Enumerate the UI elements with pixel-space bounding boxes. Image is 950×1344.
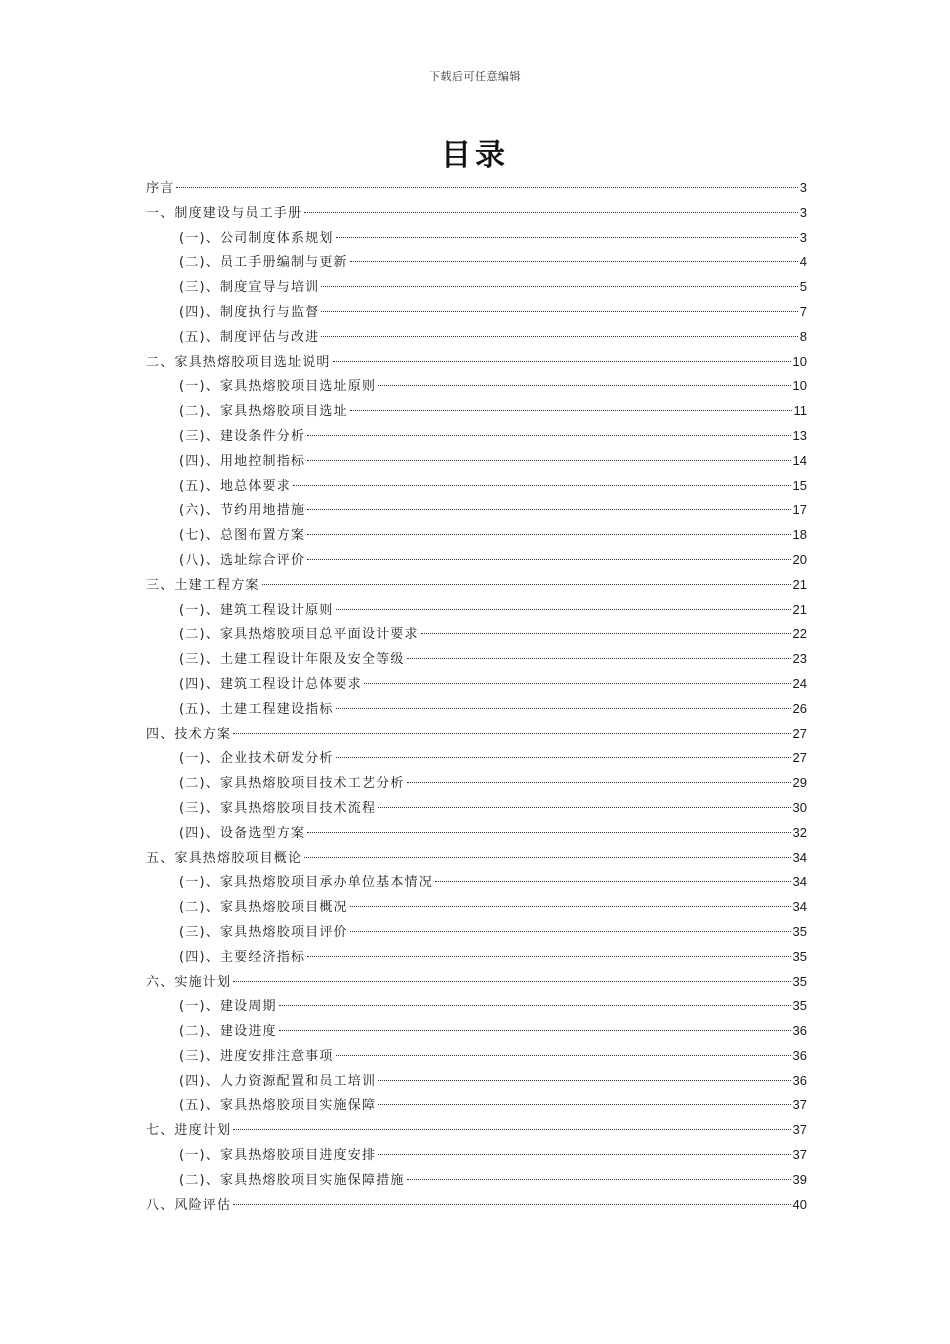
toc-entry-label: (五)、地总体要求 <box>179 478 291 494</box>
dot-leader <box>350 410 792 411</box>
dot-leader <box>233 1129 790 1130</box>
toc-entry-label: (五)、制度评估与改进 <box>179 329 320 345</box>
toc-entry-page-number: 3 <box>799 180 807 195</box>
toc-entry-label: (六)、节约用地措施 <box>179 503 306 519</box>
toc-entry-page-number: 8 <box>799 328 807 344</box>
toc-entry[interactable] <box>146 722 807 747</box>
toc-entry[interactable] <box>146 1019 807 1044</box>
toc-entry-label: 七、进度计划 <box>146 1123 232 1139</box>
toc-entry-page-number: 4 <box>799 254 807 270</box>
dot-leader <box>336 1055 791 1056</box>
toc-entry-page-number: 20 <box>792 551 807 567</box>
toc-entry-label: (一)、企业技术研发分析 <box>179 751 334 767</box>
toc-entry-page-number: 10 <box>792 378 807 394</box>
toc-entry-page-number: 21 <box>792 601 807 617</box>
toc-entry-page-number: 34 <box>792 899 807 915</box>
toc-entry-label: (四)、用地控制指标 <box>179 453 306 469</box>
toc-entry[interactable] <box>146 746 807 771</box>
dot-leader <box>378 1104 790 1105</box>
dot-leader <box>364 683 791 684</box>
toc-entry-label: (四)、设备选型方案 <box>179 825 306 841</box>
toc-entry[interactable] <box>146 325 807 350</box>
toc-entry-page-number: 35 <box>792 998 807 1014</box>
toc-entry-label: (三)、土建工程设计年限及安全等级 <box>179 652 405 668</box>
toc-entry[interactable] <box>146 920 807 945</box>
dot-leader <box>435 881 791 882</box>
dot-leader <box>233 733 790 734</box>
toc-entry-label: 八、风险评估 <box>146 1197 232 1213</box>
toc-entry-label: (三)、进度安排注意事项 <box>179 1048 334 1064</box>
dot-leader <box>293 485 791 486</box>
toc-entry[interactable] <box>146 1168 807 1193</box>
toc-entry-page-number: 36 <box>792 1047 807 1063</box>
toc-entry[interactable] <box>146 895 807 920</box>
toc-entry-label: (二)、家具热熔胶项目技术工艺分析 <box>179 776 405 792</box>
dot-leader <box>279 1030 791 1031</box>
dot-leader <box>378 1154 790 1155</box>
toc-entry-page-number: 37 <box>792 1097 807 1113</box>
toc-entry[interactable] <box>146 1118 807 1143</box>
toc-entry[interactable] <box>146 870 807 895</box>
dot-leader <box>176 187 797 188</box>
toc-entry-page-number: 37 <box>792 1147 807 1163</box>
toc-entry-label: (一)、建筑工程设计原则 <box>179 602 334 618</box>
toc-entry[interactable] <box>146 226 807 251</box>
toc-entry-page-number: 14 <box>792 452 807 468</box>
toc-entry[interactable] <box>146 350 807 375</box>
toc-entry[interactable] <box>146 846 807 871</box>
toc-entry-label: (一)、家具热熔胶项目承办单位基本情况 <box>179 875 433 891</box>
toc-entry[interactable] <box>146 449 807 474</box>
toc-entry[interactable] <box>146 970 807 995</box>
dot-leader <box>407 1179 791 1180</box>
toc-entry-label: 五、家具热熔胶项目概论 <box>146 850 303 866</box>
toc-entry-page-number: 18 <box>792 527 807 543</box>
dot-leader <box>321 336 797 337</box>
toc-entry-page-number: 32 <box>792 824 807 840</box>
toc-entry-page-number: 13 <box>792 427 807 443</box>
dot-leader <box>333 361 791 362</box>
toc-entry[interactable] <box>146 523 807 548</box>
toc-entry-page-number: 22 <box>792 626 807 642</box>
toc-entry[interactable] <box>146 598 807 623</box>
toc-entry-label: (四)、人力资源配置和员工培训 <box>179 1073 377 1089</box>
dot-leader <box>321 311 797 312</box>
toc-entry[interactable] <box>146 672 807 697</box>
dot-leader <box>378 1080 790 1081</box>
dot-leader <box>307 559 790 560</box>
dot-leader <box>336 237 798 238</box>
dot-leader <box>336 609 791 610</box>
toc-entry-label: 六、实施计划 <box>146 974 232 990</box>
dot-leader <box>407 658 791 659</box>
toc-entry[interactable] <box>146 275 807 300</box>
dot-leader <box>307 956 790 957</box>
toc-entry-page-number: 7 <box>799 303 807 319</box>
toc-entry-label: (三)、建设条件分析 <box>179 428 306 444</box>
toc-entry-label: (二)、建设进度 <box>179 1024 277 1040</box>
dot-leader <box>336 757 791 758</box>
toc-entry[interactable] <box>146 1193 807 1218</box>
toc-entry-page-number: 40 <box>792 1196 807 1212</box>
toc-entry[interactable] <box>146 945 807 970</box>
toc-entry[interactable] <box>146 424 807 449</box>
toc-entry-label: (五)、土建工程建设指标 <box>179 701 334 717</box>
page-title: 目录 <box>441 138 509 173</box>
toc-entry-label: (二)、家具热熔胶项目实施保障措施 <box>179 1172 405 1188</box>
toc-entry-page-number: 26 <box>792 700 807 716</box>
dot-leader <box>304 857 790 858</box>
toc-entry-page-number: 3 <box>799 229 807 245</box>
toc-entry-label: (一)、建设周期 <box>179 999 277 1015</box>
toc-entry-label: 一、制度建设与员工手册 <box>146 205 303 221</box>
toc-entry[interactable] <box>146 622 807 647</box>
toc-entry-page-number: 39 <box>792 1171 807 1187</box>
toc-entry-label: (七)、总图布置方案 <box>179 528 306 544</box>
toc-entry-page-number: 23 <box>792 651 807 667</box>
toc-entry-page-number: 15 <box>792 477 807 493</box>
dot-leader <box>307 534 790 535</box>
dot-leader <box>307 460 790 461</box>
toc-entry-page-number: 30 <box>792 799 807 815</box>
toc-entry-label: (四)、主要经济指标 <box>179 949 306 965</box>
toc-entry-label: (一)、家具热熔胶项目进度安排 <box>179 1148 377 1164</box>
toc-entry[interactable] <box>146 374 807 399</box>
toc-entry-page-number: 35 <box>792 948 807 964</box>
dot-leader <box>279 1005 791 1006</box>
toc-entry-page-number: 35 <box>792 973 807 989</box>
toc-entry[interactable] <box>146 1143 807 1168</box>
dot-leader <box>407 782 791 783</box>
toc-entry-label: (四)、制度执行与监督 <box>179 304 320 320</box>
toc-entry-page-number: 21 <box>792 576 807 592</box>
toc-entry[interactable] <box>146 250 807 275</box>
toc-entry-label: 二、家具热熔胶项目选址说明 <box>146 354 331 370</box>
toc-entry[interactable] <box>146 1093 807 1118</box>
toc-entry[interactable] <box>146 474 807 499</box>
toc-entry-page-number: 24 <box>792 675 807 691</box>
toc-entry-label: (二)、员工手册编制与更新 <box>179 255 348 271</box>
dot-leader <box>321 286 797 287</box>
toc-entry-label: (二)、家具热熔胶项目概况 <box>179 900 348 916</box>
dot-leader <box>262 584 791 585</box>
toc-entry[interactable] <box>146 176 807 201</box>
toc-entry-label: (二)、家具热熔胶项目选址 <box>179 404 348 420</box>
toc-entry-page-number: 3 <box>799 204 807 220</box>
toc-entry-label: (二)、家具热熔胶项目总平面设计要求 <box>179 627 419 643</box>
toc-entry[interactable] <box>146 1044 807 1069</box>
toc-entry-page-number: 34 <box>792 849 807 865</box>
dot-leader <box>307 832 790 833</box>
toc-entry-label: 序言 <box>146 181 175 196</box>
toc-entry[interactable] <box>146 201 807 226</box>
toc-entry-label: 三、土建工程方案 <box>146 577 260 593</box>
toc-entry-page-number: 27 <box>792 750 807 766</box>
toc-entry-label: (三)、家具热熔胶项目技术流程 <box>179 800 377 816</box>
toc-entry[interactable] <box>146 994 807 1019</box>
toc-entry[interactable] <box>146 796 807 821</box>
toc-entry-page-number: 36 <box>792 1072 807 1088</box>
dot-leader <box>350 906 791 907</box>
toc-entry-label: (一)、家具热熔胶项目选址原则 <box>179 379 377 395</box>
toc-entry-page-number: 27 <box>792 725 807 741</box>
toc-entry-label: (三)、家具热熔胶项目评价 <box>179 924 348 940</box>
toc-entry-page-number: 29 <box>792 775 807 791</box>
toc-entry-page-number: 35 <box>792 923 807 939</box>
header-note: 下载后可任意编辑 <box>429 70 521 83</box>
toc-entry-page-number: 37 <box>792 1122 807 1138</box>
dot-leader <box>378 385 790 386</box>
dot-leader <box>421 633 791 634</box>
dot-leader <box>336 708 791 709</box>
toc-entry-label: (八)、选址综合评价 <box>179 552 306 568</box>
toc-entry-page-number: 36 <box>792 1023 807 1039</box>
dot-leader <box>307 509 790 510</box>
toc-entry-page-number: 17 <box>792 502 807 518</box>
toc-entry-label: (五)、家具热熔胶项目实施保障 <box>179 1098 377 1114</box>
toc-entry[interactable] <box>146 647 807 672</box>
toc-entry[interactable] <box>146 300 807 325</box>
toc-entry-page-number: 11 <box>793 403 807 419</box>
toc-entry-page-number: 10 <box>792 353 807 369</box>
toc-entry-label: (三)、制度宣导与培训 <box>179 280 320 296</box>
toc-entry-page-number: 5 <box>799 279 807 295</box>
dot-leader <box>304 212 798 213</box>
dot-leader <box>350 261 798 262</box>
dot-leader <box>350 931 791 932</box>
dot-leader <box>378 807 790 808</box>
table-of-contents <box>146 176 807 1217</box>
toc-entry-page-number: 34 <box>792 874 807 890</box>
toc-entry[interactable] <box>146 573 807 598</box>
toc-entry[interactable] <box>146 821 807 846</box>
dot-leader <box>233 1204 790 1205</box>
toc-entry[interactable] <box>146 548 807 573</box>
toc-entry[interactable] <box>146 399 807 424</box>
toc-entry-label: (四)、建筑工程设计总体要求 <box>179 676 362 692</box>
toc-entry[interactable] <box>146 697 807 722</box>
toc-entry-label: (一)、公司制度体系规划 <box>179 230 334 246</box>
dot-leader <box>233 981 790 982</box>
toc-entry[interactable] <box>146 1069 807 1094</box>
toc-entry[interactable] <box>146 498 807 523</box>
toc-entry-label: 四、技术方案 <box>146 726 232 742</box>
toc-entry[interactable] <box>146 771 807 796</box>
dot-leader <box>307 435 790 436</box>
